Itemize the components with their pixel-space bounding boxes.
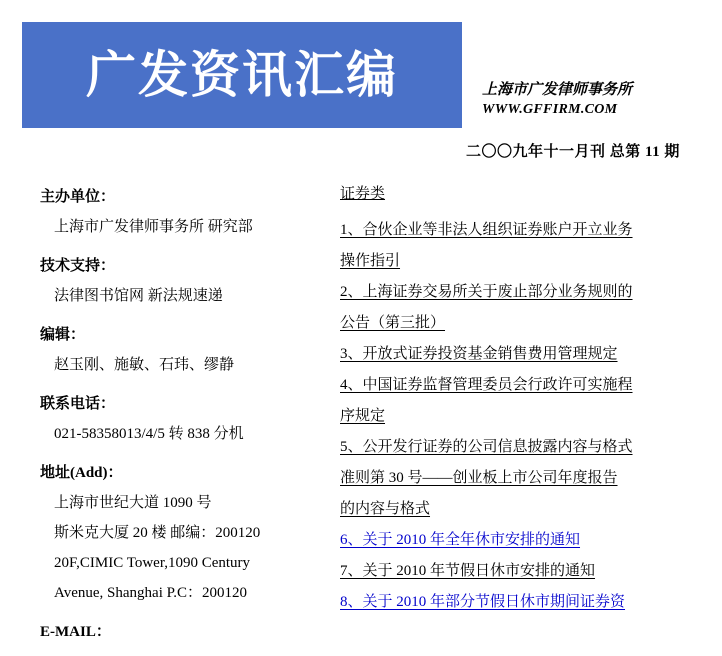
tech-support-value: 法律图书馆网 新法规速递 bbox=[54, 288, 223, 304]
address-line-1: 上海市世纪大道 1090 号 bbox=[54, 495, 212, 511]
toc-item[interactable]: 4、中国证券监督管理委员会行政许可实施程 bbox=[340, 377, 633, 393]
email-label: E-MAIL： bbox=[40, 624, 111, 640]
toc-item[interactable]: 6、关于 2010 年全年休市安排的通知 bbox=[340, 532, 581, 548]
address-label: 地址(Add)： bbox=[40, 465, 123, 481]
firm-info bbox=[482, 80, 712, 120]
organizer-label: 主办单位： bbox=[40, 189, 116, 205]
detail-group-editors bbox=[40, 320, 320, 380]
phone-label: 联系电话： bbox=[40, 396, 116, 412]
toc-item[interactable]: 操作指引 bbox=[340, 253, 401, 269]
masthead-banner bbox=[22, 22, 462, 128]
masthead-details-column bbox=[40, 182, 320, 656]
toc-item[interactable]: 2、上海证券交易所关于废止部分业务规则的 bbox=[340, 284, 633, 300]
address-line-3: 20F,CIMIC Tower,1090 Century bbox=[54, 555, 251, 571]
detail-group-address bbox=[40, 458, 320, 608]
toc-item[interactable]: 序规定 bbox=[340, 408, 386, 424]
tech-support-label: 技术支持： bbox=[40, 258, 116, 274]
toc-item[interactable]: 5、公开发行证券的公司信息披露内容与格式 bbox=[340, 439, 633, 455]
toc-item[interactable]: 7、关于 2010 年节假日休市安排的通知 bbox=[340, 563, 596, 579]
address-line-2: 斯米克大厦 20 楼 邮编：200120 bbox=[54, 525, 261, 541]
toc-item[interactable]: 3、开放式证券投资基金销售费用管理规定 bbox=[340, 346, 618, 362]
detail-group-email bbox=[40, 617, 320, 647]
firm-website[interactable]: WWW.GFFIRM.COM bbox=[482, 102, 618, 117]
toc-item[interactable]: 准则第 30 号——创业板上市公司年度报告 bbox=[340, 470, 618, 486]
address-line-4: Avenue, Shanghai P.C：200120 bbox=[54, 585, 248, 601]
toc-section-title: 证券类 bbox=[340, 186, 386, 202]
phone-value: 021-58358013/4/5 转 838 分机 bbox=[54, 426, 244, 442]
editors-label: 编辑： bbox=[40, 327, 86, 343]
detail-group-organizer bbox=[40, 182, 320, 242]
table-of-contents bbox=[340, 182, 700, 618]
detail-group-phone bbox=[40, 389, 320, 449]
detail-group-tech-support bbox=[40, 251, 320, 311]
toc-item[interactable]: 8、关于 2010 年部分节假日休市期间证券资 bbox=[340, 594, 626, 610]
toc-item[interactable]: 1、合伙企业等非法人组织证券账户开立业务 bbox=[340, 222, 633, 238]
issue-line: 二〇〇九年十一月刊 总第 11 期 bbox=[466, 144, 680, 160]
toc-item[interactable]: 的内容与格式 bbox=[340, 501, 431, 517]
organizer-value: 上海市广发律师事务所 研究部 bbox=[54, 219, 253, 235]
publication-title: 广发资讯汇编 bbox=[86, 45, 398, 104]
toc-item[interactable]: 公告（第三批） bbox=[340, 315, 446, 331]
editors-value: 赵玉刚、施敏、石玮、缪静 bbox=[54, 357, 235, 373]
firm-name: 上海市广发律师事务所 bbox=[482, 82, 633, 98]
